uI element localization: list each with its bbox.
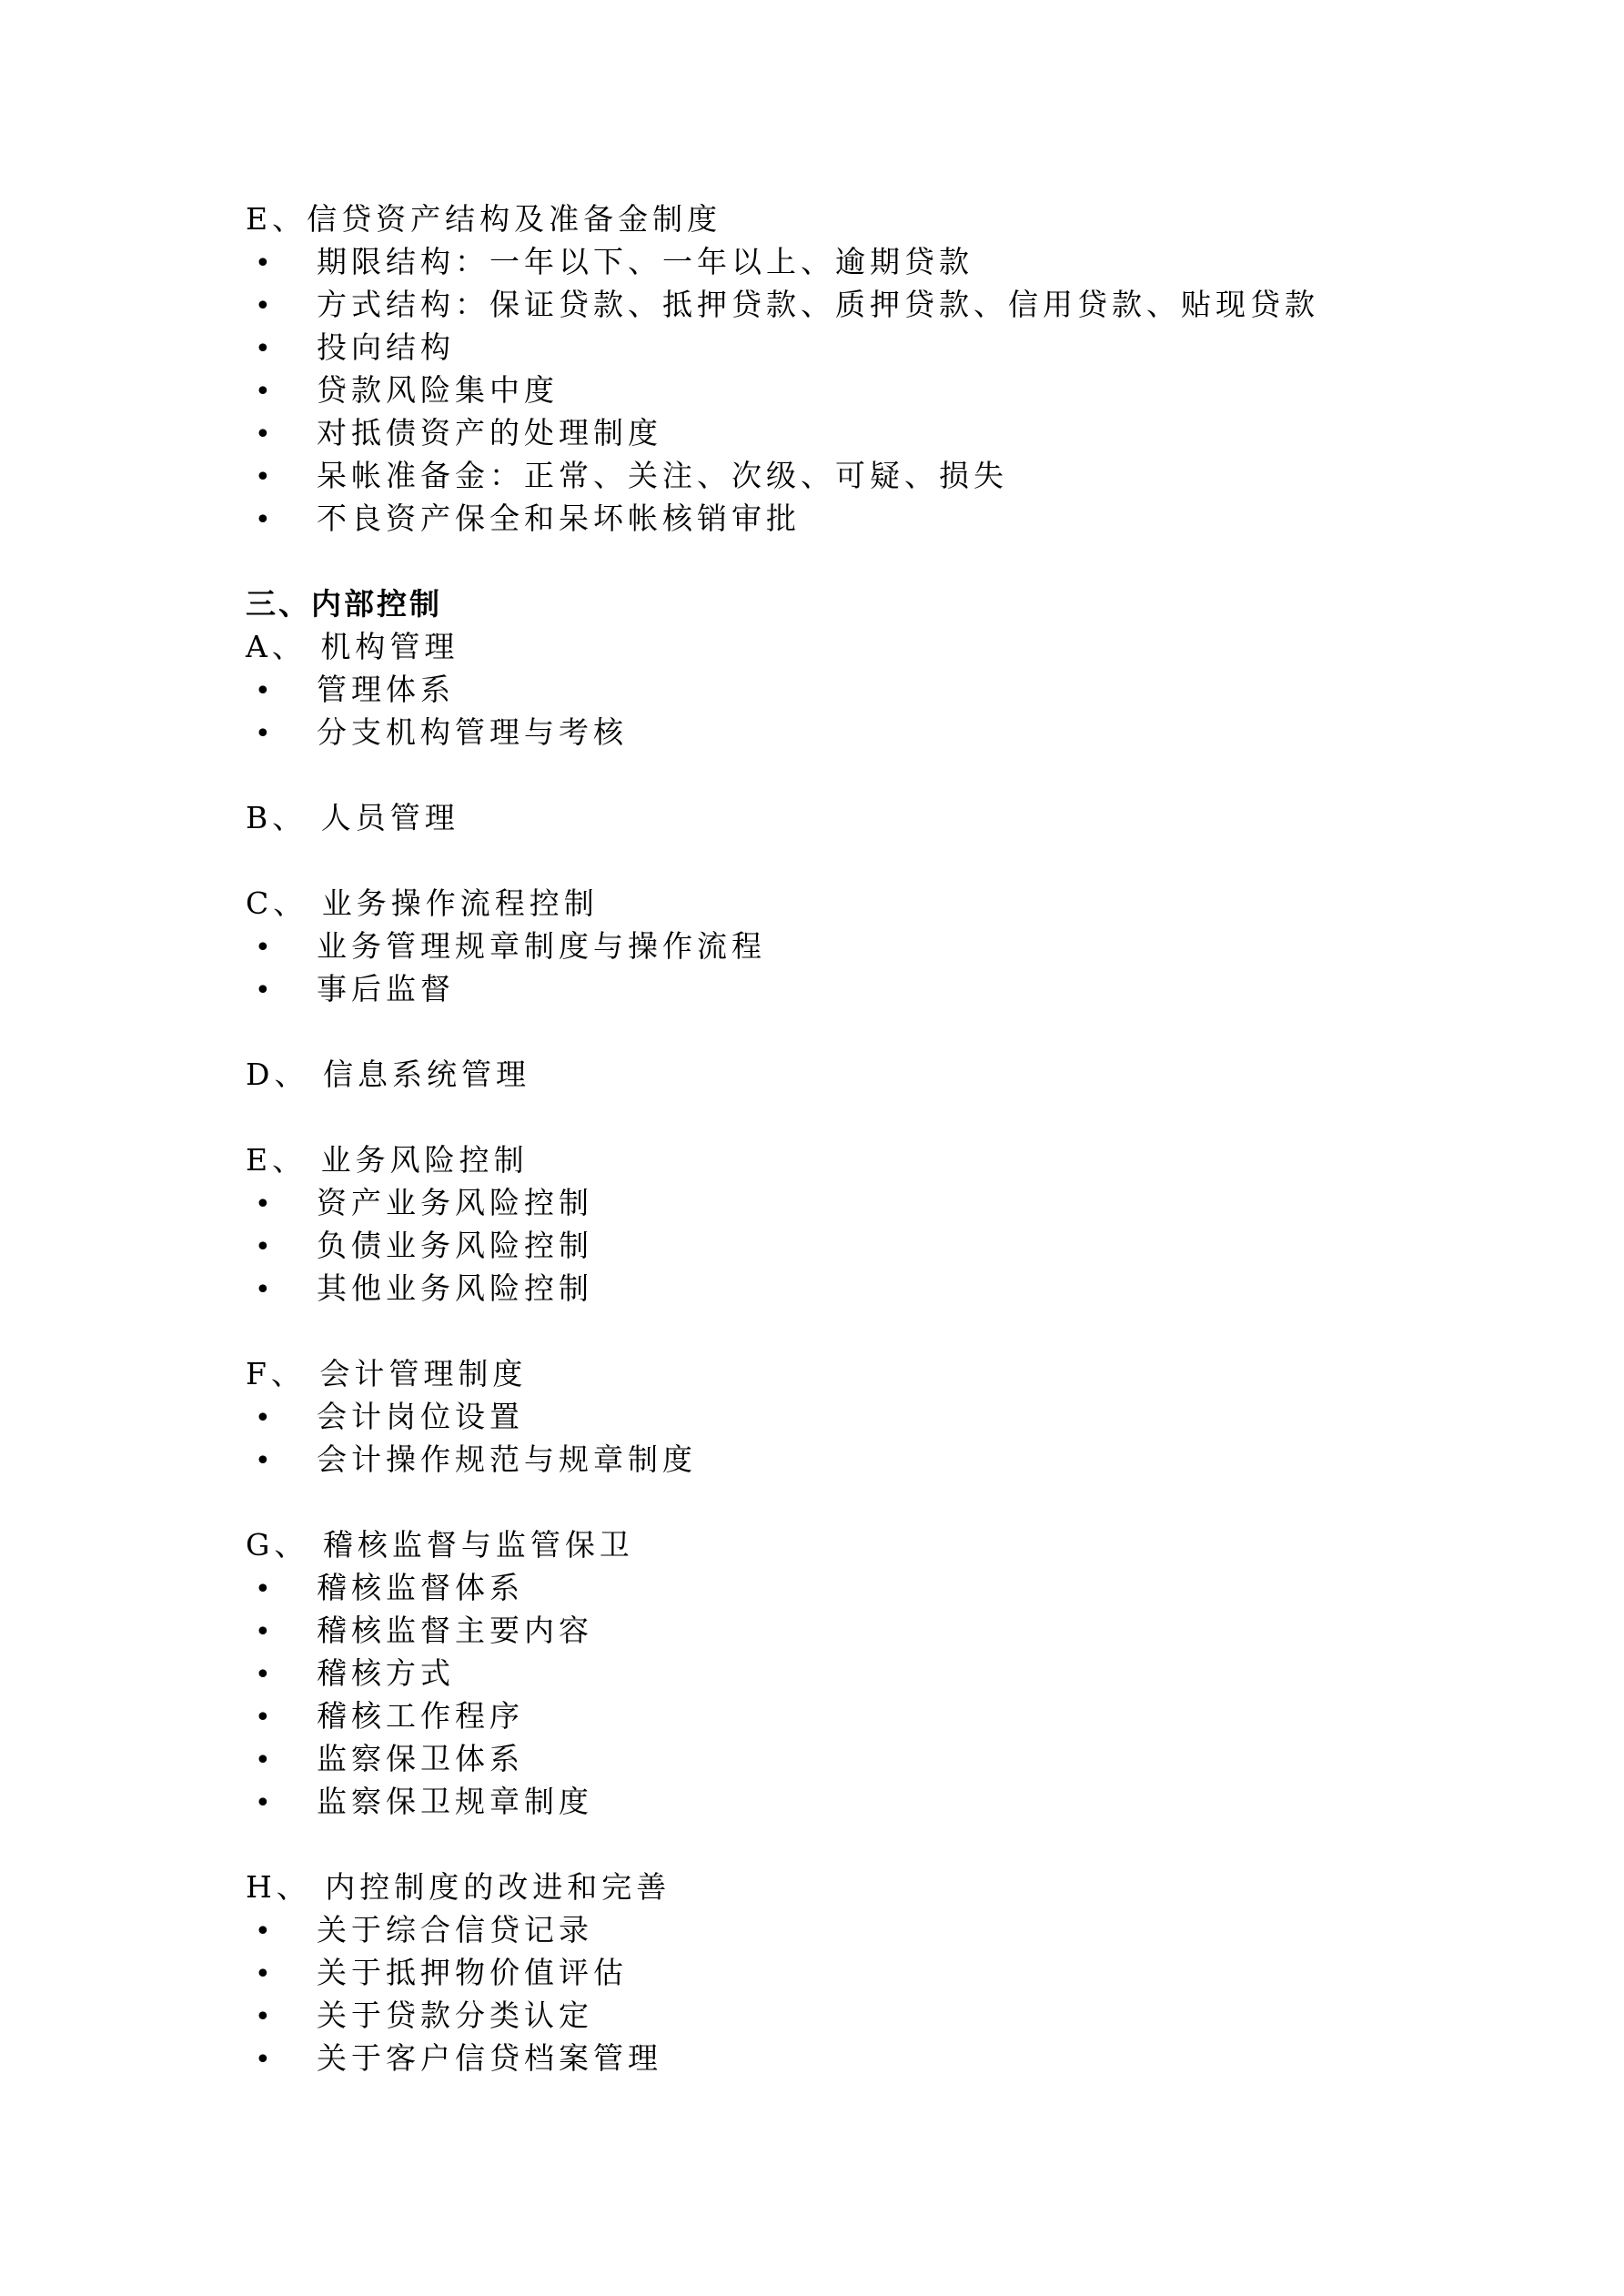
section-title: C、 业务操作流程控制 xyxy=(246,885,599,921)
list-item-text: 稽核监督体系 xyxy=(317,1570,524,1605)
bullet-marker: • xyxy=(255,932,271,964)
bullet-marker: • xyxy=(255,2044,271,2076)
list-item xyxy=(255,712,628,754)
list-item xyxy=(255,1781,593,1823)
section-title: B、 人员管理 xyxy=(246,800,459,835)
list-item xyxy=(255,1225,593,1267)
list-item-text: 稽核监督主要内容 xyxy=(317,1613,593,1648)
list-item-text: 关于贷款分类认定 xyxy=(317,1998,593,2033)
bullet-marker: • xyxy=(255,504,271,536)
list-item xyxy=(255,455,1008,497)
list-item xyxy=(255,241,973,283)
list-item xyxy=(255,1610,593,1652)
list-item-text: 对抵债资产的处理制度 xyxy=(317,415,662,450)
list-item xyxy=(255,1909,593,1951)
bullet-marker: • xyxy=(255,1445,271,1477)
list-item-text: 分支机构管理与考核 xyxy=(317,714,628,750)
bullet-marker: • xyxy=(255,376,271,408)
bullet-marker: • xyxy=(255,419,271,450)
list-item xyxy=(255,1567,524,1609)
bullet-marker: • xyxy=(255,975,271,1006)
list-item xyxy=(255,1396,524,1438)
list-item xyxy=(255,498,801,540)
bullet-marker: • xyxy=(255,290,271,322)
bullet-marker: • xyxy=(255,1659,271,1691)
chapter-heading: 三、内部控制 xyxy=(246,586,442,622)
list-item-text: 管理体系 xyxy=(317,672,455,707)
bullet-marker: • xyxy=(255,718,271,750)
section-title: E、 业务风险控制 xyxy=(246,1142,529,1178)
bullet-marker: • xyxy=(255,1958,271,1990)
bullet-marker: • xyxy=(255,1787,271,1819)
section-title: F、 会计管理制度 xyxy=(246,1356,528,1391)
list-item xyxy=(255,1182,593,1224)
list-item-text: 资产业务风险控制 xyxy=(317,1185,593,1220)
section-title: E、信贷资产结构及准备金制度 xyxy=(246,201,722,237)
list-item xyxy=(255,369,559,411)
list-item xyxy=(255,412,662,454)
list-item-text: 负债业务风险控制 xyxy=(317,1228,593,1263)
bullet-marker: • xyxy=(255,2001,271,2033)
list-item-text: 事后监督 xyxy=(317,971,455,1006)
section-title: A、 机构管理 xyxy=(246,629,459,664)
section-title: G、 稽核监督与监管保卫 xyxy=(246,1527,634,1563)
section-title: D、 信息系统管理 xyxy=(246,1057,530,1092)
list-item-text: 监察保卫规章制度 xyxy=(317,1784,593,1819)
list-item xyxy=(255,669,455,711)
list-item xyxy=(255,284,1319,326)
list-item-text: 方式结构：保证贷款、抵押贷款、质押贷款、信用贷款、贴现贷款 xyxy=(317,287,1319,322)
list-item xyxy=(255,1653,455,1694)
list-item xyxy=(255,1995,593,2037)
bullet-marker: • xyxy=(255,675,271,707)
list-item-text: 稽核方式 xyxy=(317,1655,455,1691)
list-item xyxy=(255,925,766,967)
list-item-text: 呆帐准备金：正常、关注、次级、可疑、损失 xyxy=(317,458,1008,493)
section-title: H、 内控制度的改进和完善 xyxy=(246,1869,671,1905)
list-item-text: 投向结构 xyxy=(317,329,455,365)
bullet-marker: • xyxy=(255,1745,271,1776)
list-item-text: 不良资产保全和呆坏帐核销审批 xyxy=(317,501,801,536)
bullet-marker: • xyxy=(255,461,271,493)
list-item-text: 关于综合信贷记录 xyxy=(317,1912,593,1947)
list-item xyxy=(255,1952,628,1994)
list-item-text: 业务管理规章制度与操作流程 xyxy=(317,928,766,964)
bullet-marker: • xyxy=(255,1916,271,1947)
list-item-text: 期限结构：一年以下、一年以上、逾期贷款 xyxy=(317,244,973,279)
list-item-text: 稽核工作程序 xyxy=(317,1698,524,1734)
bullet-marker: • xyxy=(255,1616,271,1648)
bullet-marker: • xyxy=(255,1573,271,1605)
list-item-text: 贷款风险集中度 xyxy=(317,372,559,408)
list-item-text: 关于客户信贷档案管理 xyxy=(317,2040,662,2076)
list-item xyxy=(255,2038,662,2079)
bullet-marker: • xyxy=(255,333,271,365)
list-item xyxy=(255,1738,524,1780)
bullet-marker: • xyxy=(255,1188,271,1220)
list-item-text: 监察保卫体系 xyxy=(317,1741,524,1776)
bullet-marker: • xyxy=(255,248,271,279)
bullet-marker: • xyxy=(255,1402,271,1434)
bullet-marker: • xyxy=(255,1274,271,1306)
list-item-text: 会计岗位设置 xyxy=(317,1399,524,1434)
list-item-text: 其他业务风险控制 xyxy=(317,1270,593,1306)
list-item-text: 关于抵押物价值评估 xyxy=(317,1955,628,1990)
list-item xyxy=(255,1439,697,1481)
list-item xyxy=(255,1268,593,1310)
list-item xyxy=(255,1695,524,1737)
list-item xyxy=(255,327,455,369)
bullet-marker: • xyxy=(255,1702,271,1734)
list-item-text: 会计操作规范与规章制度 xyxy=(317,1441,697,1477)
bullet-marker: • xyxy=(255,1231,271,1263)
list-item xyxy=(255,968,455,1010)
